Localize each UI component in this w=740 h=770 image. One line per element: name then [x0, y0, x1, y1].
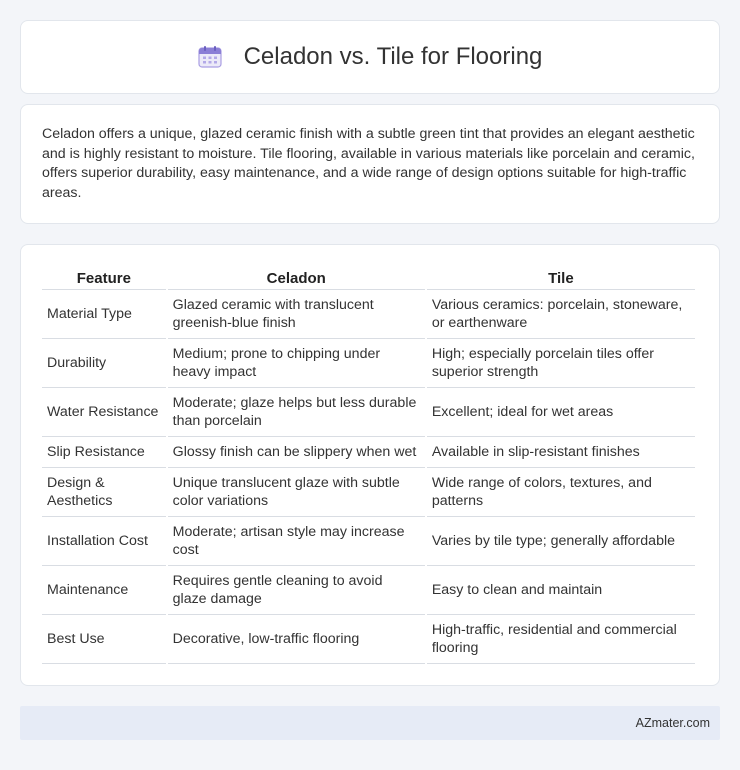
feature-cell: Water Resistance [42, 388, 166, 437]
tile-cell: High; especially porcelain tiles offer superior strength [427, 339, 695, 388]
page-title: Celadon vs. Tile for Flooring [243, 43, 543, 70]
table-row [42, 517, 695, 566]
table-header-row [42, 265, 695, 290]
tile-cell: Wide range of colors, textures, and patterns [427, 468, 695, 517]
tile-cell: Various ceramics: porcelain, stoneware, or earthenware [427, 290, 695, 339]
intro-card [20, 104, 720, 224]
feature-cell: Installation Cost [42, 517, 166, 566]
feature-cell: Maintenance [42, 566, 166, 615]
celadon-cell: Moderate; glaze helps but less durable than porcelain [168, 388, 425, 437]
header-feature: Feature [42, 265, 166, 290]
feature-cell: Durability [42, 339, 166, 388]
feature-cell: Material Type [42, 290, 166, 339]
celadon-cell: Decorative, low-traffic flooring [168, 615, 425, 664]
calendar-icon [198, 46, 222, 68]
table-row [42, 388, 695, 437]
tile-cell: Varies by tile type; generally affordable [427, 517, 695, 566]
table-row [42, 290, 695, 339]
tile-cell: Excellent; ideal for wet areas [427, 388, 695, 437]
comparison-card [20, 244, 720, 686]
table-row [42, 468, 695, 517]
celadon-cell: Glazed ceramic with translucent greenish-blue finish [168, 290, 425, 339]
feature-cell: Design & Aesthetics [42, 468, 166, 517]
intro-text: Celadon offers a unique, glazed ceramic finish with a subtle green tint that provides an elegant aesthetic and is highly resistant to moisture. Tile flooring, available in various materials like porcelain and ceramic, offers superior durability, easy maintenance, and a wide range of design options suitable for high-traffic areas. [42, 126, 695, 201]
celadon-cell: Glossy finish can be slippery when wet [168, 437, 425, 468]
feature-cell: Best Use [42, 615, 166, 664]
header-tile: Tile [427, 265, 695, 290]
feature-cell: Slip Resistance [42, 437, 166, 468]
title-card [20, 20, 720, 94]
header-celadon: Celadon [168, 265, 425, 290]
table-row [42, 615, 695, 664]
footer [20, 706, 720, 740]
table-row [42, 566, 695, 615]
tile-cell: High-traffic, residential and commercial flooring [427, 615, 695, 664]
table-row [42, 339, 695, 388]
tile-cell: Easy to clean and maintain [427, 566, 695, 615]
comparison-table [40, 265, 697, 664]
table-row [42, 437, 695, 468]
celadon-cell: Requires gentle cleaning to avoid glaze damage [168, 566, 425, 615]
celadon-cell: Unique translucent glaze with subtle color variations [168, 468, 425, 517]
footer-brand-link[interactable]: AZmater.com [635, 716, 710, 730]
tile-cell: Available in slip-resistant finishes [427, 437, 695, 468]
celadon-cell: Moderate; artisan style may increase cost [168, 517, 425, 566]
celadon-cell: Medium; prone to chipping under heavy impact [168, 339, 425, 388]
